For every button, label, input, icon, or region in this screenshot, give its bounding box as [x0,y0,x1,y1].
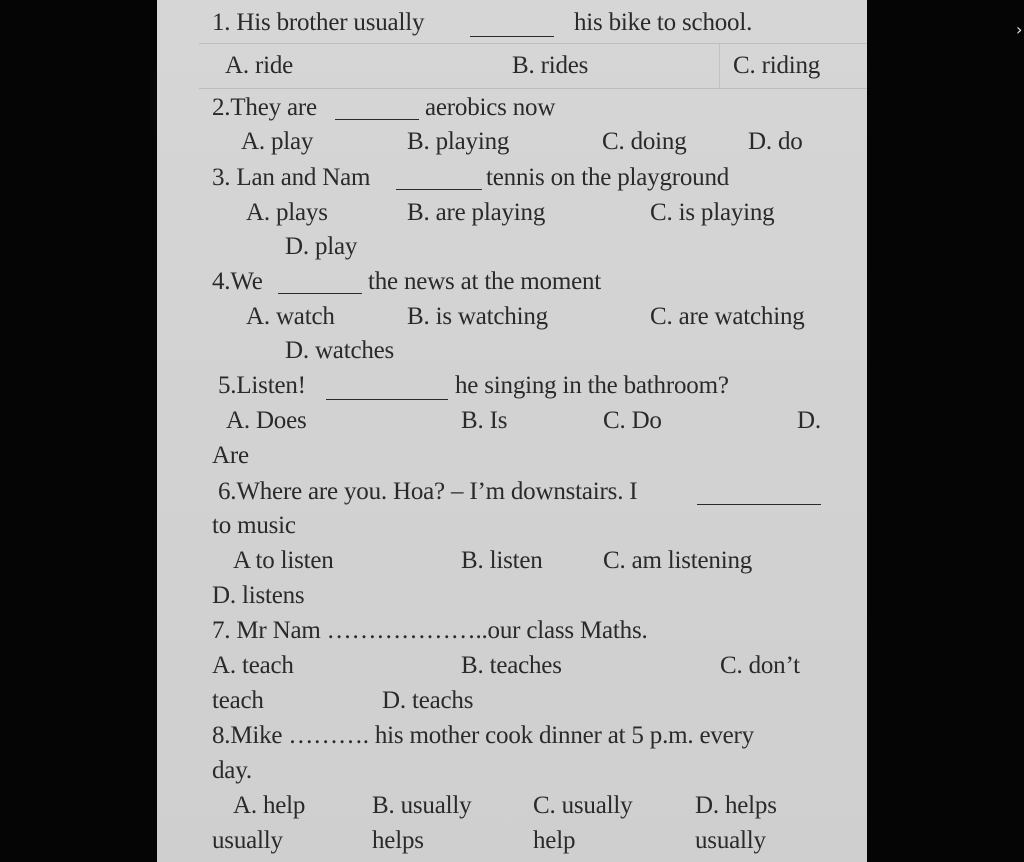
q8-option-a[interactable]: A. help [233,792,306,819]
q1-option-b[interactable]: B. rides [512,52,589,79]
q8-text-line2: day. [212,757,252,784]
q7-text: 7. Mr Nam ………………..our class Maths. [212,617,648,644]
q5-text: 5.Listen! [218,372,306,399]
q4-option-a[interactable]: A. watch [246,303,335,330]
q6-text: 6.Where are you. Hoa? – I’m downstairs. I [218,478,638,505]
q2-option-c[interactable]: C. doing [602,128,687,155]
q6-option-c[interactable]: C. am listening [603,547,753,574]
q5-option-d-text[interactable]: Are [212,442,249,469]
q8-text: 8.Mike ………. his mother cook dinner at 5 p.m. every [212,722,754,749]
q3-option-d[interactable]: D. play [285,233,358,260]
q7-option-b[interactable]: B. teaches [461,652,562,679]
q8-option-a-text[interactable]: usually [212,827,283,854]
q7-option-c-text[interactable]: teach [212,687,264,714]
q6-option-b[interactable]: B. listen [461,547,543,574]
q2-text-rest: aerobics now [425,94,556,121]
q2-option-b[interactable]: B. playing [407,128,510,155]
q1-option-a[interactable]: A. ride [225,52,294,79]
q2-option-d[interactable]: D. do [748,128,803,155]
q3-option-a[interactable]: A. plays [246,199,328,226]
chevron-right-icon[interactable]: › [1016,20,1023,39]
q1-text: 1. His brother usually [212,9,425,36]
q6-option-d[interactable]: D. listens [212,582,305,609]
q8-option-b-text[interactable]: helps [372,827,424,854]
q8-option-d[interactable]: D. helps [695,792,777,819]
q3-blank [396,189,482,190]
q5-text-rest: he singing in the bathroom? [455,372,729,399]
q6-blank [697,504,821,505]
q4-blank [278,293,362,294]
q2-option-a[interactable]: A. play [241,128,314,155]
q5-option-c[interactable]: C. Do [603,407,662,434]
q4-text-rest: the news at the moment [368,268,602,295]
q4-option-c[interactable]: C. are watching [650,303,805,330]
q8-option-c[interactable]: C. usually [533,792,633,819]
q8-option-b[interactable]: B. usually [372,792,472,819]
q4-option-b[interactable]: B. is watching [407,303,548,330]
q1-text-rest: his bike to school. [574,9,753,36]
q2-blank [335,119,419,120]
q5-blank [326,399,448,400]
q6-option-a[interactable]: A to listen [233,547,334,574]
q7-option-d[interactable]: D. teachs [382,687,474,714]
q4-option-d[interactable]: D. watches [285,337,395,364]
q1-blank [470,36,554,37]
q8-option-d-text[interactable]: usually [695,827,766,854]
q2-text: 2.They are [212,94,317,121]
q3-text-rest: tennis on the playground [486,164,730,191]
q5-option-d[interactable]: D. [797,407,821,434]
q5-option-a[interactable]: A. Does [226,407,307,434]
q1-option-c[interactable]: C. riding [733,52,821,79]
q4-text: 4.We [212,268,263,295]
q3-option-c[interactable]: C. is playing [650,199,775,226]
q6-text-line2: to music [212,512,296,539]
q3-option-b[interactable]: B. are playing [407,199,546,226]
q5-option-b[interactable]: B. Is [461,407,508,434]
q7-option-c[interactable]: C. don’t [720,652,800,679]
q7-option-a[interactable]: A. teach [212,652,294,679]
q8-option-c-text[interactable]: help [533,827,576,854]
q3-text: 3. Lan and Nam [212,164,371,191]
